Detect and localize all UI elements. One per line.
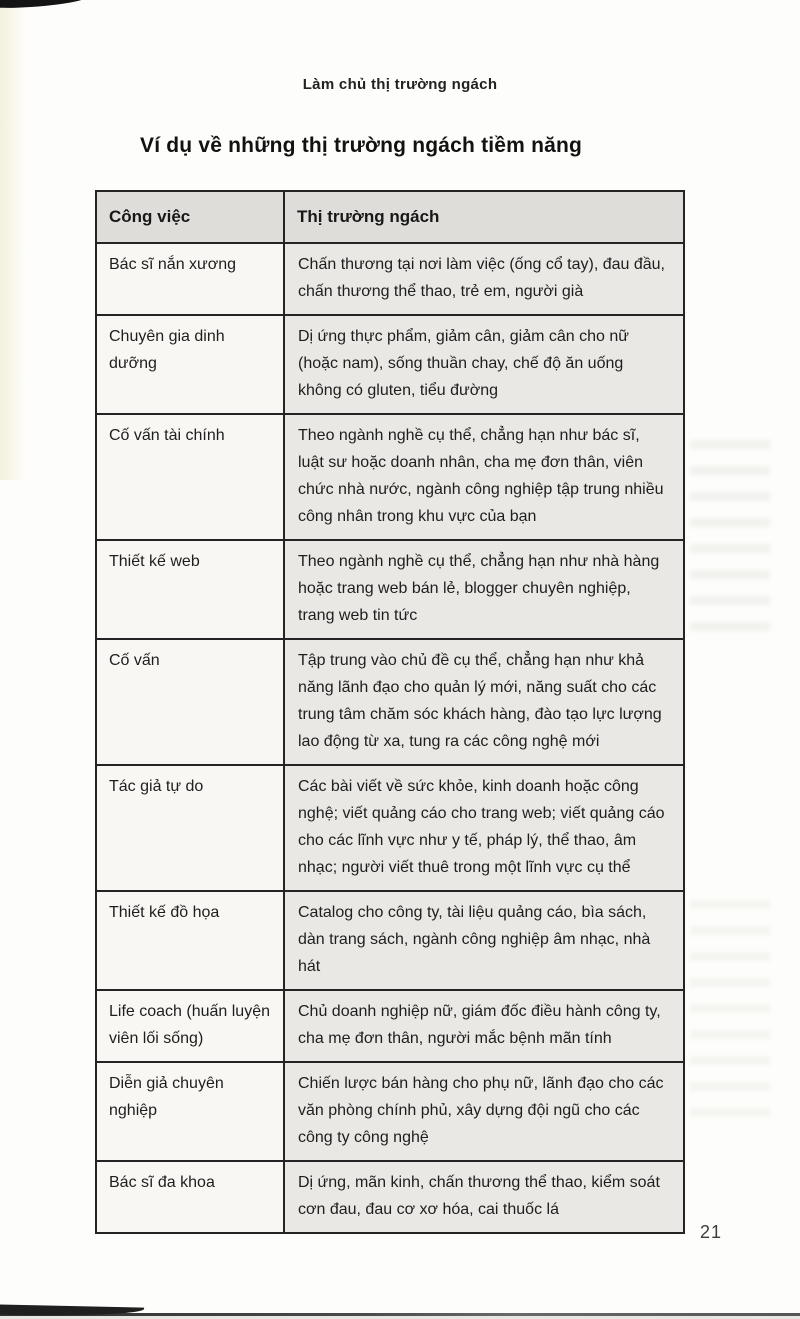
niche-cell: Chấn thương tại nơi làm việc (ống cổ tay), đau đầu, chấn thương thể thao, trẻ em, người già	[284, 243, 684, 315]
niche-cell: Dị ứng, mãn kinh, chấn thương thể thao, kiểm soát cơn đau, đau cơ xơ hóa, cai thuốc lá	[284, 1161, 684, 1233]
page-number: 21	[700, 1222, 723, 1242]
job-cell: Thiết kế web	[96, 540, 284, 639]
table-row	[96, 315, 684, 414]
job-cell: Cố vấn tài chính	[96, 414, 284, 540]
niche-cell: Theo ngành nghề cụ thể, chẳng hạn như bác sĩ, luật sư hoặc doanh nhân, cha mẹ đơn thân, viên chức nhà nước, ngành công nghiệp tập trung nhiều công nhân trong khu vực của bạn	[284, 414, 684, 540]
paper-tint	[0, 0, 26, 480]
niche-cell: Catalog cho công ty, tài liệu quảng cáo, bìa sách, dàn trang sách, ngành công nghiệp âm nhạc, nhà hát	[284, 891, 684, 990]
job-cell: Bác sĩ đa khoa	[96, 1161, 284, 1233]
scan-corner-artifact	[0, 0, 92, 9]
table-row	[96, 891, 684, 990]
job-cell: Thiết kế đồ họa	[96, 891, 284, 990]
job-cell: Tác giả tự do	[96, 765, 284, 891]
table-row	[96, 1062, 684, 1161]
niche-cell: Tập trung vào chủ đề cụ thể, chẳng hạn như khả năng lãnh đạo cho quản lý mới, năng suất cho các trung tâm chăm sóc khách hàng, đào tạo lực lượng lao động từ xa, tung ra các công nghệ mới	[284, 639, 684, 765]
job-cell: Diễn giả chuyên nghiệp	[96, 1062, 284, 1161]
page-title: Ví dụ về những thị trường ngách tiềm năng	[140, 134, 583, 157]
niche-cell: Các bài viết về sức khỏe, kinh doanh hoặc công nghệ; viết quảng cáo cho trang web; viết quảng cáo cho các lĩnh vực như y tế, pháp lý, thể thao, âm nhạc; người viết thuê trong một lĩnh vực cụ thể	[284, 765, 684, 891]
table-row	[96, 639, 684, 765]
niche-cell: Chiến lược bán hàng cho phụ nữ, lãnh đạo cho các văn phòng chính phủ, xây dựng đội ngũ cho các công ty công nghệ	[284, 1062, 684, 1161]
header-cell-job: Công việc	[96, 191, 284, 243]
running-head: Làm chủ thị trường ngách	[302, 76, 498, 93]
table-row	[96, 765, 684, 891]
header-cell-niche: Thị trường ngách	[284, 191, 684, 243]
table-header-row	[96, 191, 684, 243]
table-row	[96, 243, 684, 315]
job-cell: Bác sĩ nắn xương	[96, 243, 284, 315]
table-row	[96, 990, 684, 1062]
table-row	[96, 540, 684, 639]
job-cell: Life coach (huấn luyện viên lối sống)	[96, 990, 284, 1062]
job-cell: Cố vấn	[96, 639, 284, 765]
table-row	[96, 414, 684, 540]
bleed-through-artifact	[690, 900, 770, 1120]
niche-table	[95, 190, 685, 1234]
niche-cell: Dị ứng thực phẩm, giảm cân, giảm cân cho nữ (hoặc nam), sống thuần chay, chế độ ăn uống không có gluten, tiểu đường	[284, 315, 684, 414]
table-row	[96, 1161, 684, 1233]
bleed-through-artifact	[690, 440, 770, 640]
niche-cell: Theo ngành nghề cụ thể, chẳng hạn như nhà hàng hoặc trang web bán lẻ, blogger chuyên nghiệp, trang web tin tức	[284, 540, 684, 639]
job-cell: Chuyên gia dinh dưỡng	[96, 315, 284, 414]
niche-cell: Chủ doanh nghiệp nữ, giám đốc điều hành công ty, cha mẹ đơn thân, người mắc bệnh mãn tính	[284, 990, 684, 1062]
